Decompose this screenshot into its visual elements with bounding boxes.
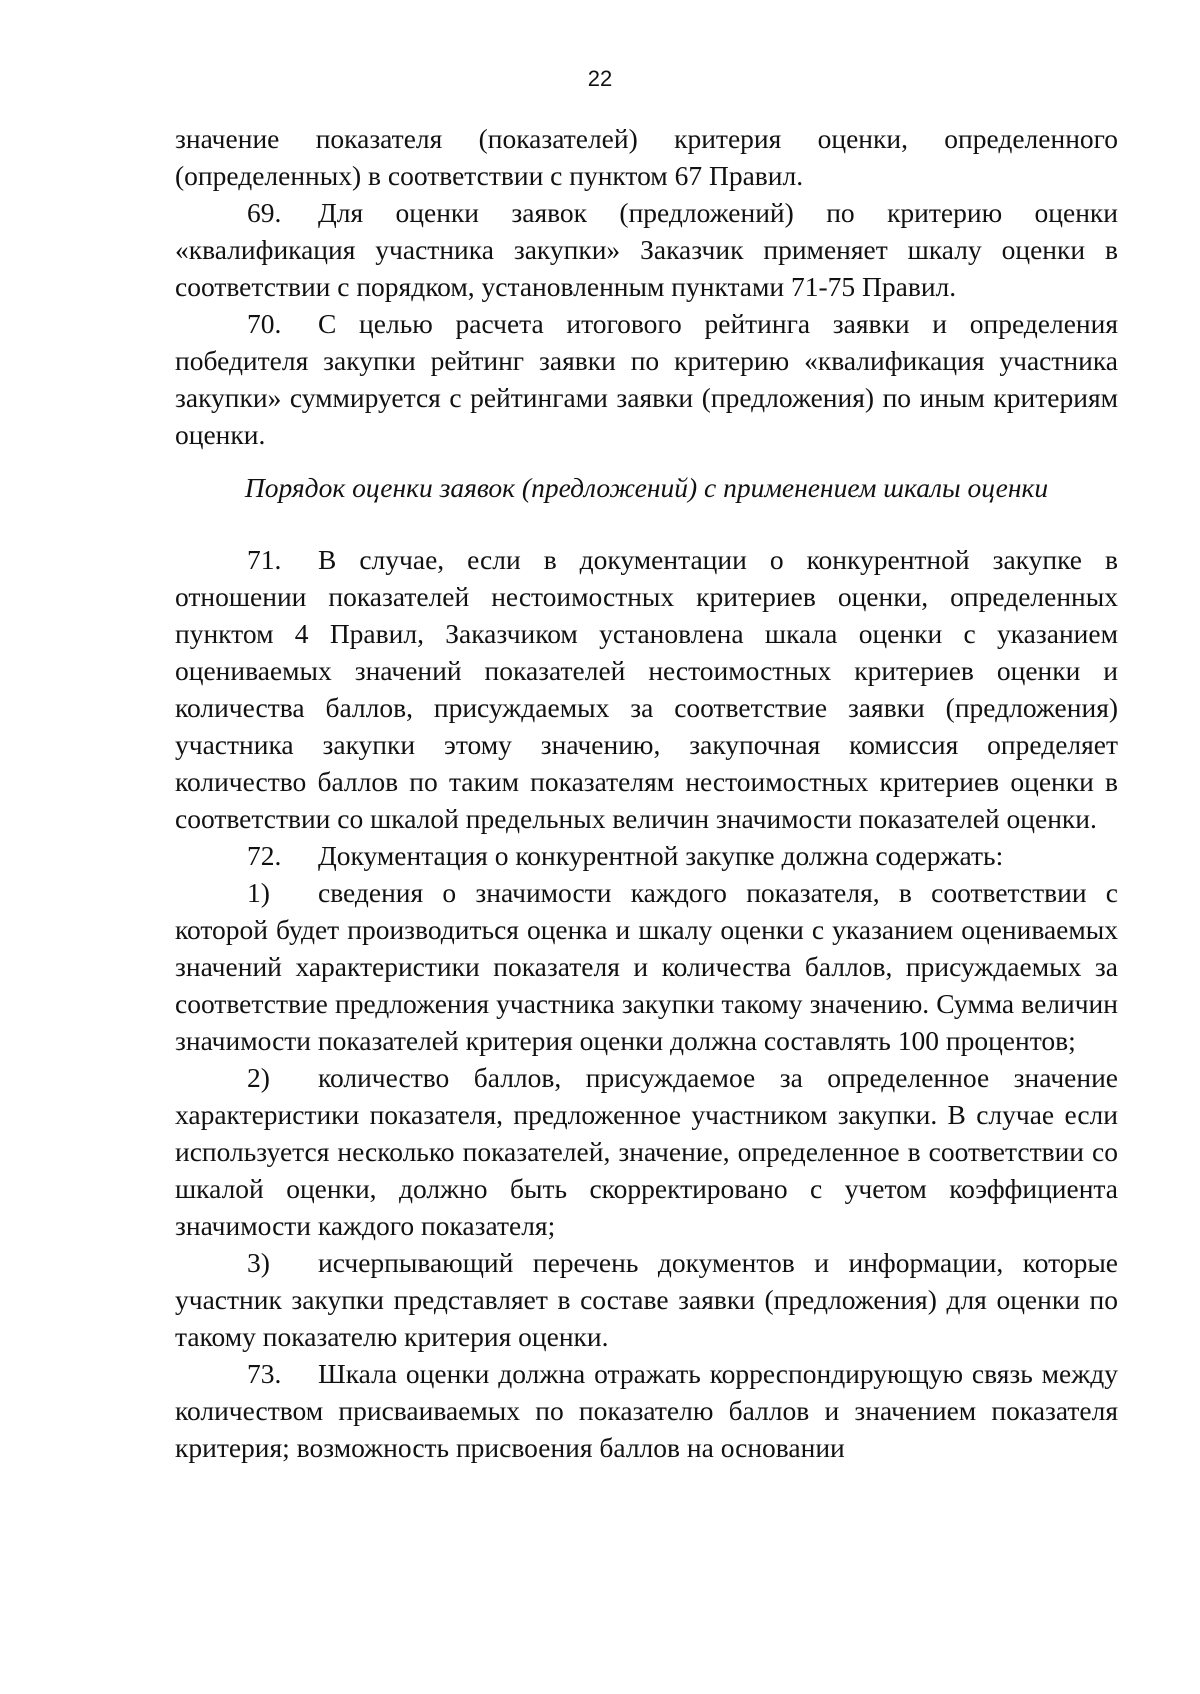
list-item-number: 2) (247, 1062, 270, 1093)
list-item-number: 1) (247, 877, 270, 908)
section-heading: Порядок оценки заявок (предложений) с применением шкалы оценки (244, 472, 1049, 503)
paragraph-70 (175, 305, 1118, 453)
page-number: 22 (587, 66, 613, 91)
document-body (175, 120, 1118, 1466)
list-item-text: исчерпывающий перечень документов и информации, которые участник закупки представляет в составе заявки (предложения) для оценки по такому показателю критерия оценки. (175, 1247, 1118, 1352)
paragraph-72 (175, 837, 1118, 874)
paragraph-69 (175, 194, 1118, 305)
paragraph-text: Документация о конкурентной закупке должна содержать: (318, 840, 1004, 871)
list-item-2 (175, 1059, 1118, 1244)
list-item-text: сведения о значимости каждого показателя, в соответствии с которой будет производиться оценка и шкалу оценки с указанием оцениваемых значений характеристики показателя и количества баллов, присуждаемых за соответствие предложения участника закупки такому значению. Сумма величин значимости показателей критерия оценки должна составлять 100 процентов; (175, 877, 1118, 1056)
list-item-text: количество баллов, присуждаемое за определенное значение характеристики показателя, предложенное участником закупки. В случае если используется несколько показателей, значение, определенное в соответствии со шкалой оценки, должно быть скорректировано с учетом коэффициента значимости каждого показателя; (175, 1062, 1118, 1241)
paragraph-73 (175, 1355, 1118, 1466)
paragraph-continuation: значение показателя (показателей) критерия оценки, определенного (определенных) в соответствии с пунктом 67 Правил. (175, 123, 1118, 191)
paragraph-number: 73. (247, 1358, 282, 1389)
paragraph-number: 70. (247, 308, 282, 339)
paragraph-71 (175, 541, 1118, 837)
paragraph-number: 72. (247, 840, 282, 871)
paragraph-text: Шкала оценки должна отражать корреспондирующую связь между количеством присваиваемых по показателю баллов и значением показателя критерия; возможность присвоения баллов на основании (175, 1358, 1118, 1463)
paragraph-text: С целью расчета итогового рейтинга заявки и определения победителя закупки рейтинг заявки по критерию «квалификация участника закупки» суммируется с рейтингами заявки (предложения) по иным критериям оценки. (175, 308, 1118, 450)
paragraph-text: В случае, если в документации о конкурентной закупке в отношении показателей нестоимостных критериев оценки, определенных пунктом 4 Правил, Заказчиком установлена шкала оценки с указанием оцениваемых значений показателей нестоимостных критериев оценки и количества баллов, присуждаемых за соответствие заявки (предложения) участника закупки этому значению, закупочная комиссия определяет количество баллов по таким показателям нестоимостных критериев оценки в соответствии со шкалой предельных величин значимости показателей оценки. (175, 544, 1118, 834)
list-item-3 (175, 1244, 1118, 1355)
paragraph-number: 71. (247, 544, 282, 575)
list-item-number: 3) (247, 1247, 270, 1278)
list-item-1 (175, 874, 1118, 1059)
paragraph-text: Для оценки заявок (предложений) по критерию оценки «квалификация участника закупки» Заказчик применяет шкалу оценки в соответствии с порядком, установленным пунктами 71-75 Правил. (175, 197, 1118, 302)
paragraph-number: 69. (247, 197, 282, 228)
